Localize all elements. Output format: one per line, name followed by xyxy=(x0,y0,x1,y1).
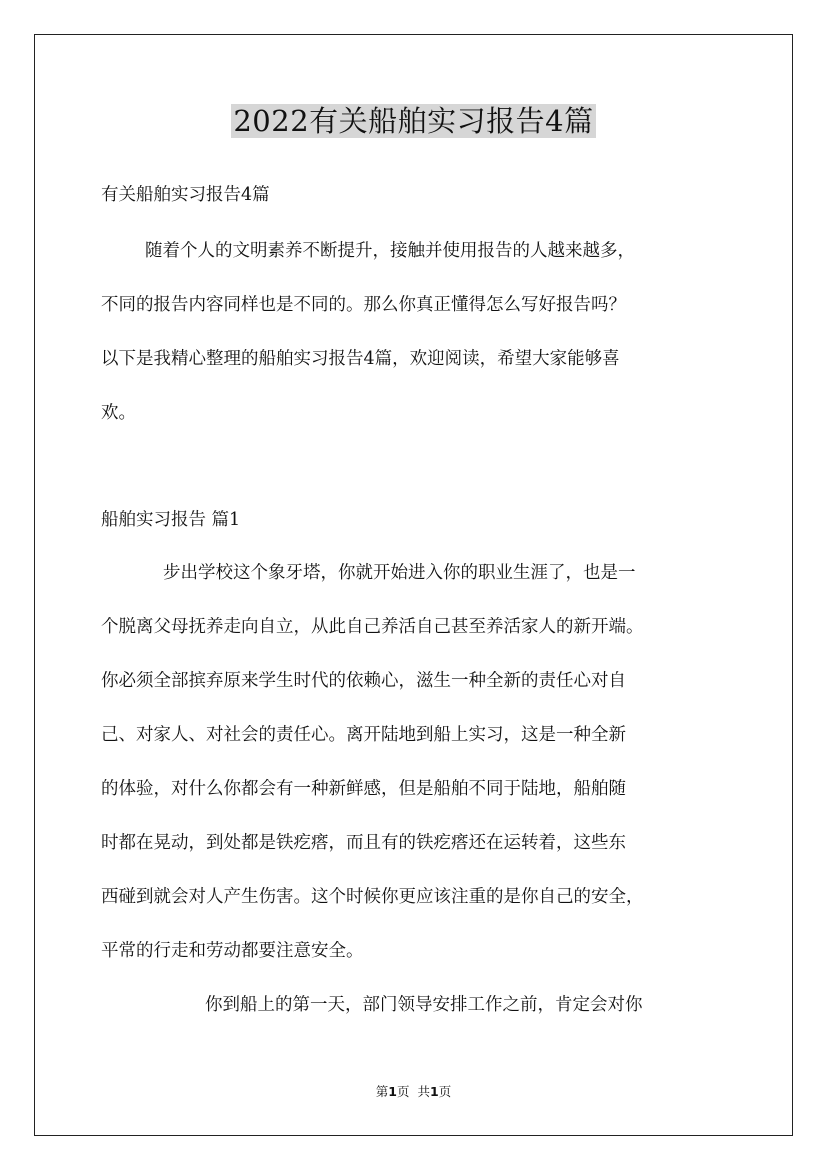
body-line: 你到船上的第一天，部门领导安排工作之前，肯定会对你 xyxy=(205,995,643,1015)
intro-line: 随着个人的文明素养不断提升，接触并使用报告的人越来越多， xyxy=(145,241,635,261)
document-title xyxy=(0,100,827,142)
intro-line: 不同的报告内容同样也是不同的。那么你真正懂得怎么写好报告吗？ xyxy=(101,295,626,315)
body-line: 你必须全部摈弃原来学生时代的依赖心，滋生一种全新的责任心对自 xyxy=(101,671,626,691)
body-line: 个脱离父母抚养走向自立，从此自己养活自己甚至养活家人的新开端。 xyxy=(101,617,644,637)
page-footer xyxy=(0,1082,827,1102)
footer-total-prefix: 共 xyxy=(417,1084,430,1099)
footer-total-suffix: 页 xyxy=(438,1084,452,1099)
body-line: 己、对家人、对社会的责任心。离开陆地到船上实习，这是一种全新 xyxy=(101,725,626,745)
intro-paragraph xyxy=(101,224,741,440)
footer-page-prefix: 第 xyxy=(375,1084,389,1099)
document-subtitle: 有关船舶实习报告4篇 xyxy=(101,185,270,205)
body-line: 的体验，对什么你都会有一种新鲜感，但是船舶不同于陆地，船舶随 xyxy=(101,779,626,799)
intro-line: 以下是我精心整理的船舶实习报告4篇，欢迎阅读，希望大家能够喜 xyxy=(101,349,620,369)
body-line: 步出学校这个象牙塔，你就开始进入你的职业生涯了，也是一 xyxy=(163,563,636,583)
body-line: 平常的行走和劳动都要注意安全。 xyxy=(101,941,364,961)
document-title-text: 2022有关船舶实习报告4篇 xyxy=(233,104,594,138)
section-heading: 船舶实习报告 篇1 xyxy=(101,510,241,530)
body-line: 西碰到就会对人产生伤害。这个时候你更应该注重的是你自己的安全， xyxy=(101,887,644,907)
footer-page-suffix: 页 xyxy=(397,1084,410,1099)
footer-total-pages: 1 xyxy=(429,1084,439,1099)
body-line: 时都在晃动，到处都是铁疙瘩，而且有的铁疙瘩还在运转着，这些东 xyxy=(101,833,626,853)
footer-page-current: 1 xyxy=(388,1084,397,1099)
body-paragraph-2 xyxy=(101,978,741,1032)
body-paragraph-1 xyxy=(101,546,741,978)
intro-line: 欢。 xyxy=(101,403,136,423)
